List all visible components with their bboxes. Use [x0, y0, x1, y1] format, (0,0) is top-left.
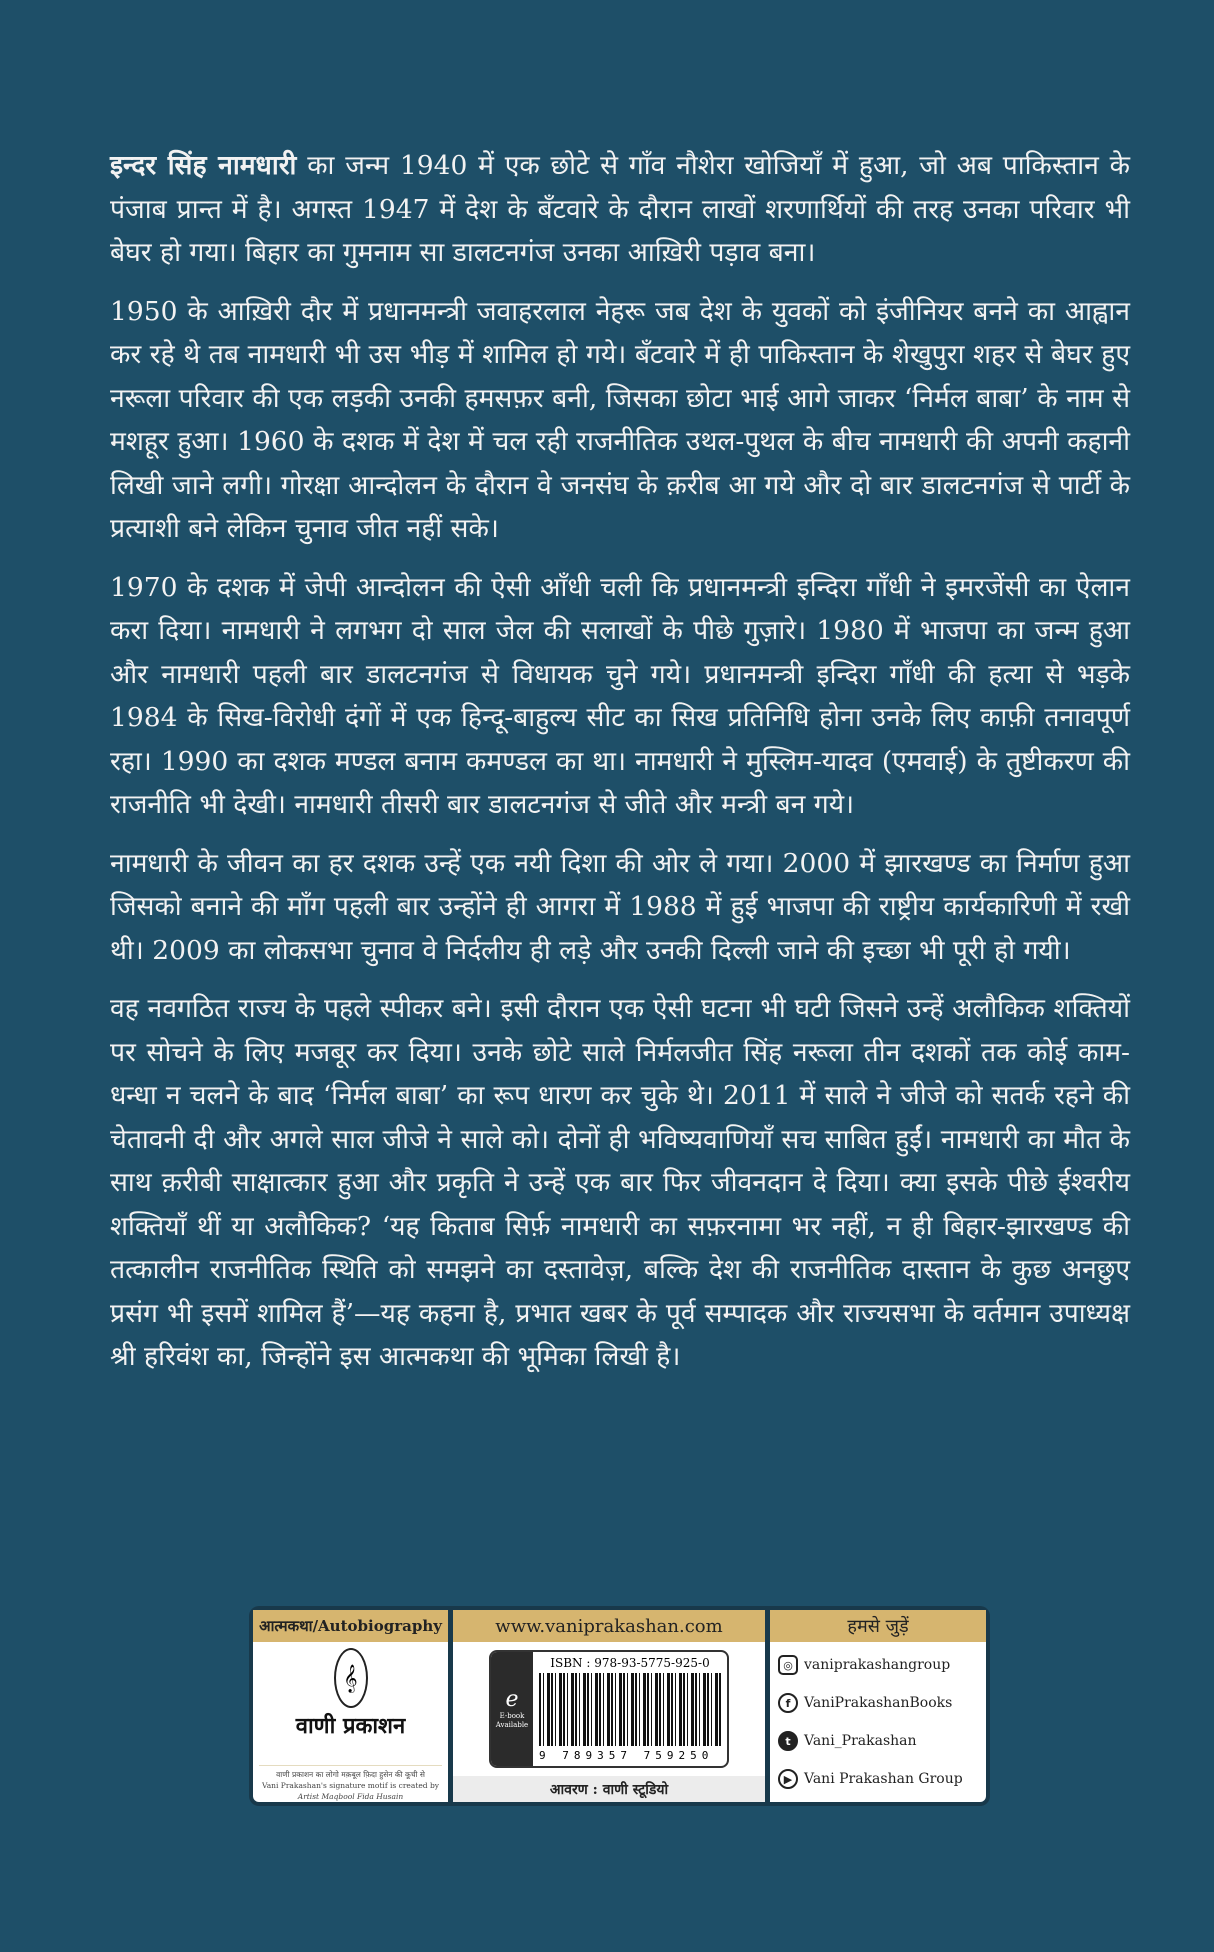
social-instagram[interactable]	[778, 1655, 978, 1675]
twitter-icon: t	[778, 1731, 798, 1751]
publisher-logo	[253, 1642, 448, 1763]
genre-label: आत्मकथा/Autobiography	[253, 1610, 448, 1642]
social-panel	[770, 1610, 986, 1802]
social-facebook[interactable]	[778, 1693, 978, 1713]
isbn-barcode	[489, 1650, 729, 1768]
social-youtube[interactable]	[778, 1769, 978, 1789]
cover-credit: आवरण : वाणी स्टूडियो	[453, 1776, 765, 1802]
barcode-digits: 9 789357 759250	[539, 1749, 714, 1762]
publisher-name: वाणी प्रकाशन	[295, 1713, 406, 1739]
social-list	[770, 1642, 986, 1802]
social-label: Vani Prakashan Group	[804, 1771, 963, 1787]
barcode-area	[453, 1642, 765, 1776]
social-label: Vani_Prakashan	[804, 1733, 917, 1749]
facebook-icon: f	[778, 1693, 798, 1713]
isbn-text: ISBN : 978-93-5775-925-0	[550, 1656, 710, 1670]
publisher-panel	[253, 1610, 448, 1802]
social-label: vaniprakashangroup	[804, 1657, 951, 1673]
social-twitter[interactable]	[778, 1731, 978, 1751]
paragraph-1	[110, 144, 1130, 275]
credit-hindi: वाणी प्रकाशन का लोगो मक़बूल फ़िदा हुसेन की कूची से	[276, 1770, 425, 1779]
paragraph-2: 1950 के आख़िरी दौर में प्रधानमन्त्री जवाहरलाल नेहरू जब देश के युवकों को इंजीनियर बनने का आह्वान कर रहे थे तब नामधारी भी उस भीड़ में शामिल हो गये। बँटवारे में ही पाकिस्तान के शेखुपुरा शहर से बेघर हुए नरूला परिवार की एक लड़की उनकी हमसफ़र बनी, जिसका छोटा भाई आगे जाकर ‘निर्मल बाबा’ के नाम से मशहूर हुआ। 1960 के दशक में देश में चल रही राजनीतिक उथल-पुथल के बीच नामधारी की अपनी कहानी लिखी जाने लगी। गोरक्षा आन्दोलन के दौरान वे जनसंघ के क़रीब आ गये और दो बार डालटनगंज से पार्टी के प्रत्याशी बने लेकिन चुनाव जीत नहीं सके।	[110, 295, 1130, 544]
credit-english: Vani Prakashan's signature motif is created by	[261, 1781, 439, 1790]
barcode-body	[533, 1652, 727, 1766]
social-label: VaniPrakashanBooks	[804, 1695, 953, 1711]
paragraph-3: 1970 के दशक में जेपी आन्दोलन की ऐसी आँधी चली कि प्रधानमन्त्री इन्दिरा गाँधी ने इमरजेंसी का ऐलान करा दिया। नामधारी ने लगभग दो साल जेल की सलाखों के पीछे गुज़ारे। 1980 में भाजपा का जन्म हुआ और नामधारी पहली बार डालटनगंज से विधायक चुने गये। प्रधानमन्त्री इन्दिरा गाँधी की हत्या से भड़के 1984 के सिख-विरोधी दंगों में एक हिन्दू-बाहुल्य सीट का सिख प्रतिनिधि होना उनके लिए काफ़ी तनावपूर्ण रहा। 1990 का दशक मण्डल बनाम कमण्डल का था। नामधारी ने मुस्लिम-यादव (एमवाई) के तुष्टीकरण की राजनीति भी देखी। नामधारी तीसरी बार डालटनगंज से जीते और मन्त्री बन गये।	[110, 571, 1130, 820]
instagram-icon: ◎	[778, 1655, 798, 1675]
social-heading: हमसे जुड़ें	[770, 1610, 986, 1642]
paragraph-5: वह नवगठित राज्य के पहले स्पीकर बने। इसी दौरान एक ऐसी घटना भी घटी जिसने उन्हें अलौकिक शक्तियों पर सोचने के लिए मजबूर कर दिया। उनके छोटे साले निर्मलजीत सिंह नरूला तीन दशकों तक कोई काम-धन्धा न चलने के बाद ‘निर्मल बाबा’ का रूप धारण कर चुके थे। 2011 में साले ने जीजे को सतर्क रहने की चेतावनी दी और अगले साल जीजे ने साले को। दोनों ही भविष्यवाणियाँ सच साबित हुईं। नामधारी का मौत के साथ क़रीबी साक्षात्कार हुआ और प्रकृति ने उन्हें एक बार फिर जीवनदान दे दिया। क्या इसके पीछे ईश्वरीय शक्तियाँ थीं या अलौकिक? ‘यह किताब सिर्फ़ नामधारी का सफ़रनामा भर नहीं, न ही बिहार-झारखण्ड की तत्कालीन राजनीतिक स्थिति को समझने का दस्तावेज़, बल्कि देश की राजनीतिक दास्तान के कुछ अनछुए प्रसंग भी इसमें शामिल हैं’—यह कहना है, प्रभात खबर के पूर्व सम्पादक और राज्यसभा के वर्तमान उपाध्यक्ष श्री हरिवंश का, जिन्होंने इस आत्मकथा की भूमिका लिखी है।	[110, 993, 1130, 1372]
author-name: इन्दर सिंह नामधारी	[110, 150, 297, 181]
saraswati-motif-icon: 𝄞	[334, 1648, 368, 1708]
ebook-text: E-book Available	[495, 1712, 529, 1729]
youtube-icon: ▶	[778, 1769, 798, 1789]
logo-credit	[259, 1765, 442, 1802]
publisher-info-box	[249, 1606, 990, 1806]
back-cover-blurb	[110, 144, 1130, 1394]
ebook-badge	[491, 1652, 533, 1766]
credit-artist: Artist Maqbool Fida Husain	[297, 1792, 404, 1801]
website-link[interactable]: www.vaniprakashan.com	[453, 1610, 765, 1642]
paragraph-4: नामधारी के जीवन का हर दशक उन्हें एक नयी दिशा की ओर ले गया। 2000 में झारखण्ड का निर्माण हुआ जिसको बनाने की माँग पहली बार उन्होंने ही आगरा में 1988 में हुई भाजपा की राष्ट्रीय कार्यकारिणी में रखी थी। 2009 का लोकसभा चुनाव वे निर्दलीय ही लड़े और उनकी दिल्ली जाने की इच्छा भी पूरी हो गयी।	[110, 847, 1130, 966]
paragraph-1-text: का जन्म 1940 में एक छोटे से गाँव नौशेरा खोजियाँ में हुआ, जो अब पाकिस्तान के पंजाब प्रान्त में है। अगस्त 1947 में देश के बँटवारे के दौरान लाखों शरणार्थियों की तरह उनका परिवार भी बेघर हो गया। बिहार का गुमनाम सा डालटनगंज उनका आख़िरी पड़ाव बना।	[110, 150, 1130, 268]
barcode-panel	[453, 1610, 765, 1802]
ebook-icon: e	[505, 1687, 519, 1712]
barcode-lines	[539, 1673, 721, 1746]
